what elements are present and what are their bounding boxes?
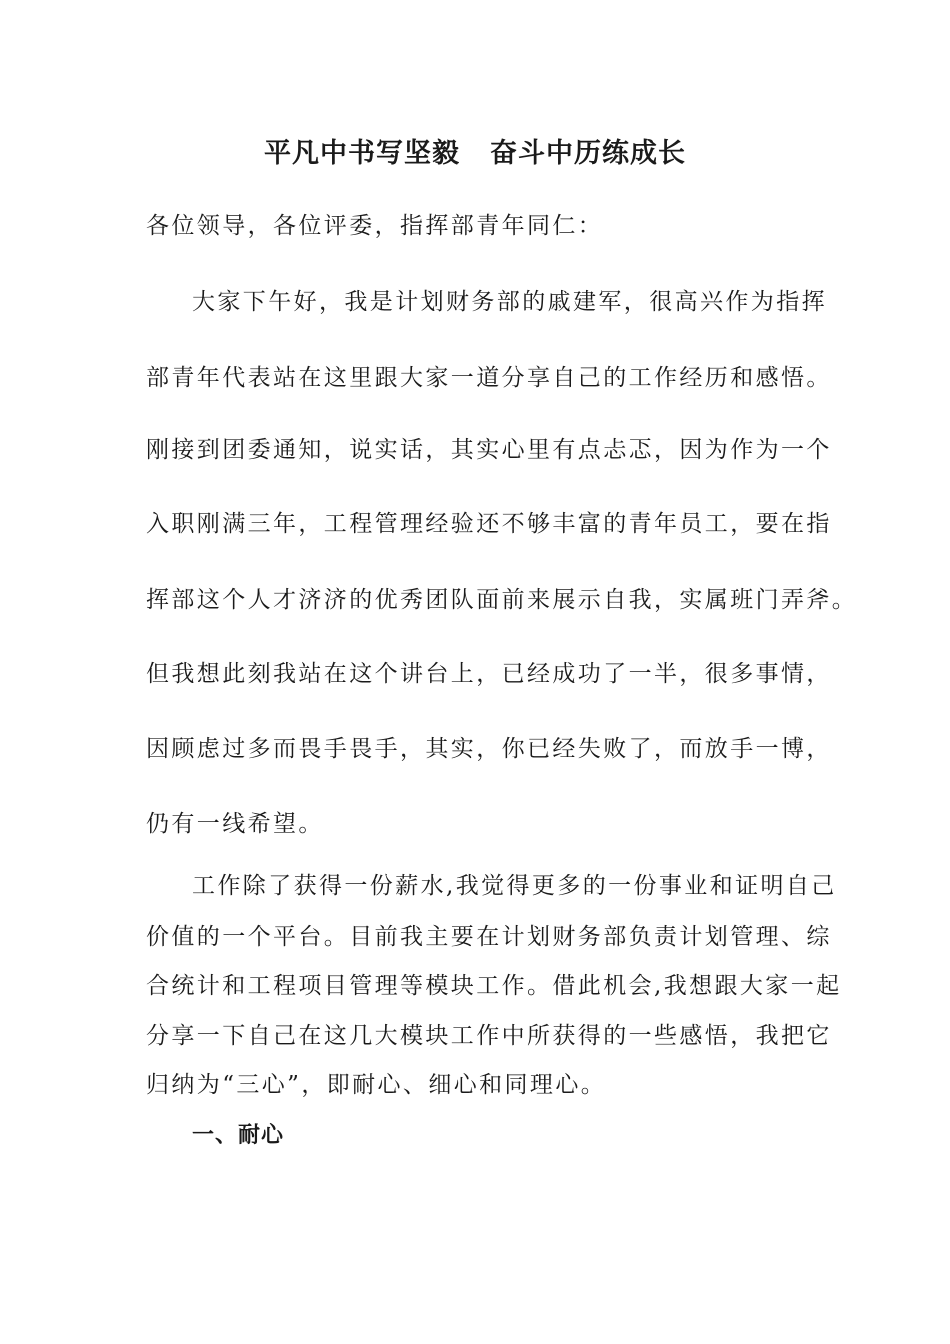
paragraph-1-line: 刚接到团委通知，说实话，其实心里有点忐忑，因为作为一个 bbox=[146, 437, 832, 463]
paragraph-2-line: 合统计和工程项目管理等模块工作。借此机会,我想跟大家一起 bbox=[146, 973, 842, 999]
title-part-2: 奋斗中历练成长 bbox=[490, 138, 686, 169]
paragraph-1-line: 挥部这个人才济济的优秀团队面前来展示自我，实属班门弄斧。 bbox=[146, 587, 858, 613]
section-heading: 一、耐心 bbox=[192, 1123, 285, 1148]
paragraph-1-line: 仍有一线希望。 bbox=[146, 811, 324, 837]
paragraph-1-line: 部青年代表站在这里跟大家一道分享自己的工作经历和感悟。 bbox=[146, 365, 832, 391]
paragraph-1-line: 入职刚满三年，工程管理经验还不够丰富的青年员工，要在指 bbox=[146, 511, 832, 537]
paragraph-2-line: 工作除了获得一份薪水,我觉得更多的一份事业和证明自己 bbox=[192, 873, 837, 899]
title-part-1: 平凡中书写坚毅 bbox=[264, 138, 460, 169]
paragraph-1-line: 因顾虑过多而畏手畏手，其实，你已经失败了，而放手一博， bbox=[146, 736, 832, 762]
salutation: 各位领导，各位评委，指挥部青年同仁： bbox=[146, 213, 604, 239]
document-title bbox=[0, 134, 950, 174]
paragraph-1-line: 但我想此刻我站在这个讲台上，已经成功了一半，很多事情， bbox=[146, 661, 832, 687]
paragraph-2-line: 分享一下自己在这几大模块工作中所获得的一些感悟，我把它 bbox=[146, 1023, 832, 1049]
paragraph-2-line: 价值的一个平台。目前我主要在计划财务部负责计划管理、综 bbox=[146, 924, 832, 950]
paragraph-1-line: 大家下午好，我是计划财务部的戚建军，很高兴作为指挥 bbox=[192, 289, 827, 315]
paragraph-2-line: 归纳为“三心”，即耐心、细心和同理心。 bbox=[146, 1072, 607, 1098]
